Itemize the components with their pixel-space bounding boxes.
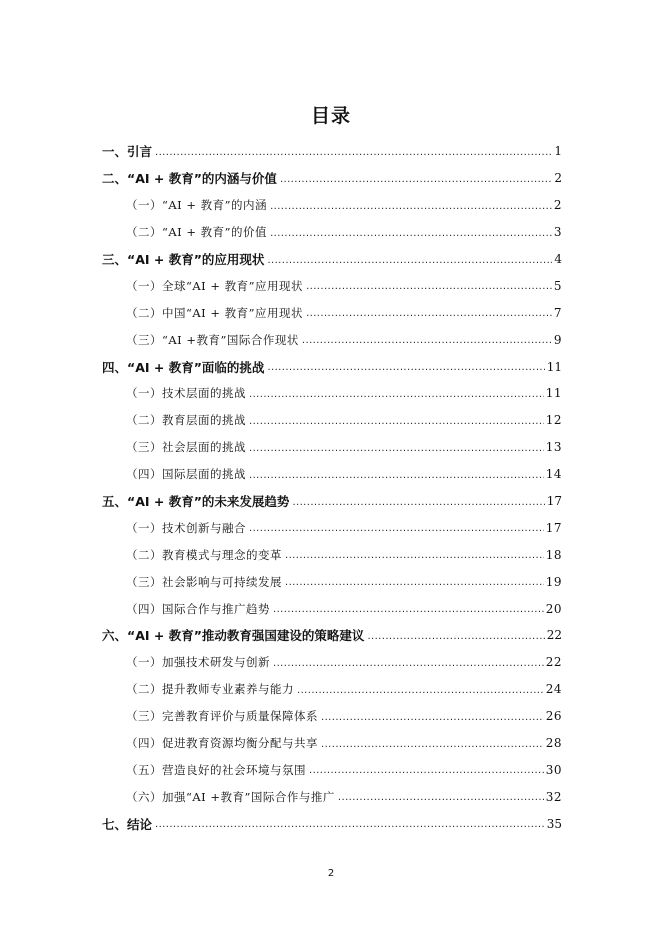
- toc-dot-leader: [273, 603, 544, 617]
- toc-entry-page-number: 5: [553, 278, 562, 293]
- toc-dot-leader: [285, 576, 544, 590]
- toc-entry-page-number: 17: [546, 494, 562, 509]
- toc-dot-leader: [285, 549, 544, 563]
- toc-entry-label: 七、结论: [102, 816, 153, 832]
- toc-subsection-entry[interactable]: [102, 192, 562, 219]
- toc-entry-page-number: 22: [545, 655, 562, 670]
- toc-entry-label: （四）国际合作与推广趋势: [126, 601, 270, 616]
- toc-entry-label: （二）教育模式与理念的变革: [126, 547, 282, 562]
- toc-entry-label: （四）促进教育资源均衡分配与共享: [126, 736, 318, 751]
- toc-dot-leader: [306, 280, 552, 294]
- toc-dot-leader: [297, 684, 544, 698]
- toc-dot-leader: [302, 334, 552, 348]
- toc-dot-leader: [306, 307, 552, 321]
- toc-entry-label: （二）中国“AI + 教育”应用现状: [126, 305, 304, 320]
- toc-subsection-entry[interactable]: [102, 783, 562, 810]
- toc-entry-label: （一）技术层面的挑战: [126, 386, 246, 401]
- toc-subsection-entry[interactable]: [102, 541, 562, 568]
- toc-section-entry[interactable]: [102, 246, 562, 273]
- toc-dot-leader: [249, 388, 544, 402]
- toc-entry-page-number: 35: [546, 816, 562, 831]
- toc-entry-page-number: 12: [545, 413, 562, 428]
- toc-entry-page-number: 2: [554, 171, 562, 186]
- toc-entry-page-number: 1: [554, 144, 562, 159]
- toc-entry-page-number: 17: [545, 520, 562, 535]
- toc-entry-page-number: 30: [545, 762, 562, 777]
- table-of-contents: [102, 138, 562, 837]
- toc-subsection-entry[interactable]: [102, 649, 562, 676]
- toc-entry-page-number: 19: [545, 574, 562, 589]
- toc-entry-page-number: 28: [545, 736, 562, 751]
- toc-entry-page-number: 2: [553, 198, 562, 213]
- toc-entry-label: （一）“AI + 教育”的内涵: [126, 198, 268, 213]
- toc-section-entry[interactable]: [102, 353, 562, 380]
- toc-dot-leader: [367, 630, 544, 644]
- toc-section-entry[interactable]: [102, 622, 562, 649]
- toc-entry-page-number: 4: [554, 252, 562, 266]
- toc-dot-leader: [155, 146, 552, 160]
- toc-dot-leader: [270, 227, 552, 241]
- toc-entry-page-number: 13: [545, 440, 562, 455]
- toc-dot-leader: [249, 442, 544, 456]
- toc-dot-leader: [267, 361, 544, 375]
- toc-entry-label: （二）教育层面的挑战: [126, 413, 246, 428]
- toc-entry-label: （三）社会影响与可持续发展: [126, 574, 282, 589]
- toc-subsection-entry[interactable]: [102, 299, 562, 326]
- toc-subsection-entry[interactable]: [102, 461, 562, 488]
- toc-entry-label: （三）完善教育评价与质量保障体系: [126, 709, 318, 724]
- toc-entry-label: 四、“AI + 教育”面临的挑战: [102, 359, 265, 375]
- toc-entry-page-number: 3: [553, 225, 562, 240]
- toc-dot-leader: [280, 173, 552, 187]
- toc-entry-label: （二）提升教师专业素养与能力: [126, 682, 294, 697]
- toc-subsection-entry[interactable]: [102, 380, 562, 407]
- toc-entry-page-number: 24: [545, 682, 562, 697]
- toc-subsection-entry[interactable]: [102, 407, 562, 434]
- toc-subsection-entry[interactable]: [102, 595, 562, 622]
- toc-dot-leader: [249, 469, 544, 483]
- toc-entry-page-number: 9: [553, 332, 562, 347]
- toc-dot-leader: [321, 711, 544, 725]
- toc-entry-label: （三）“AI +教育”国际合作现状: [126, 332, 299, 347]
- toc-subsection-entry[interactable]: [102, 514, 562, 541]
- toc-entry-label: （一）全球“AI + 教育”应用现状: [126, 278, 304, 293]
- toc-entry-page-number: 14: [545, 467, 562, 482]
- toc-entry-label: （一）技术创新与融合: [126, 520, 246, 535]
- toc-section-entry[interactable]: [102, 165, 562, 192]
- toc-section-entry[interactable]: [102, 488, 562, 515]
- toc-dot-leader: [273, 657, 544, 671]
- toc-dot-leader: [292, 496, 544, 510]
- toc-entry-page-number: 22: [546, 628, 562, 643]
- toc-entry-page-number: 32: [545, 789, 562, 804]
- toc-entry-label: 三、“AI + 教育”的应用现状: [102, 252, 265, 267]
- toc-entry-label: （三）社会层面的挑战: [126, 440, 246, 455]
- toc-entry-page-number: 18: [545, 547, 562, 562]
- toc-section-entry[interactable]: [102, 810, 562, 837]
- toc-dot-leader: [249, 415, 544, 429]
- toc-subsection-entry[interactable]: [102, 703, 562, 730]
- toc-entry-page-number: 7: [553, 305, 562, 320]
- toc-dot-leader: [321, 738, 544, 752]
- toc-dot-leader: [338, 791, 544, 805]
- toc-entry-label: （四）国际层面的挑战: [126, 467, 246, 482]
- toc-entry-page-number: 11: [545, 386, 562, 401]
- toc-subsection-entry[interactable]: [102, 730, 562, 757]
- toc-dot-leader: [249, 522, 544, 536]
- toc-title: 目录: [310, 105, 351, 127]
- page-number: 2: [327, 868, 335, 879]
- toc-dot-leader: [309, 764, 544, 778]
- toc-subsection-entry[interactable]: [102, 676, 562, 703]
- toc-subsection-entry[interactable]: [102, 326, 562, 353]
- toc-entry-label: （五）营造良好的社会环境与氛围: [126, 762, 306, 777]
- toc-entry-label: （一）加强技术研发与创新: [126, 655, 270, 670]
- toc-entry-label: 六、“AI + 教育”推动教育强国建设的策略建议: [102, 628, 365, 644]
- toc-entry-page-number: 26: [545, 709, 562, 724]
- toc-entry-label: 五、“AI + 教育”的未来发展趋势: [102, 494, 290, 510]
- toc-entry-page-number: 20: [545, 601, 562, 616]
- toc-subsection-entry[interactable]: [102, 568, 562, 595]
- toc-entry-label: （六）加强“AI +教育”国际合作与推广: [126, 789, 335, 804]
- toc-dot-leader: [270, 200, 552, 214]
- toc-subsection-entry[interactable]: [102, 272, 562, 299]
- toc-subsection-entry[interactable]: [102, 219, 562, 246]
- toc-subsection-entry[interactable]: [102, 434, 562, 461]
- toc-entry-label: （二）“AI + 教育”的价值: [126, 225, 268, 240]
- toc-subsection-entry[interactable]: [102, 756, 562, 783]
- toc-section-entry[interactable]: [102, 138, 562, 165]
- toc-entry-page-number: 11: [546, 359, 562, 374]
- toc-entry-label: 一、引言: [102, 144, 153, 160]
- toc-dot-leader: [155, 818, 545, 832]
- toc-entry-label: 二、“AI + 教育”的内涵与价值: [102, 171, 277, 187]
- toc-dot-leader: [267, 254, 552, 268]
